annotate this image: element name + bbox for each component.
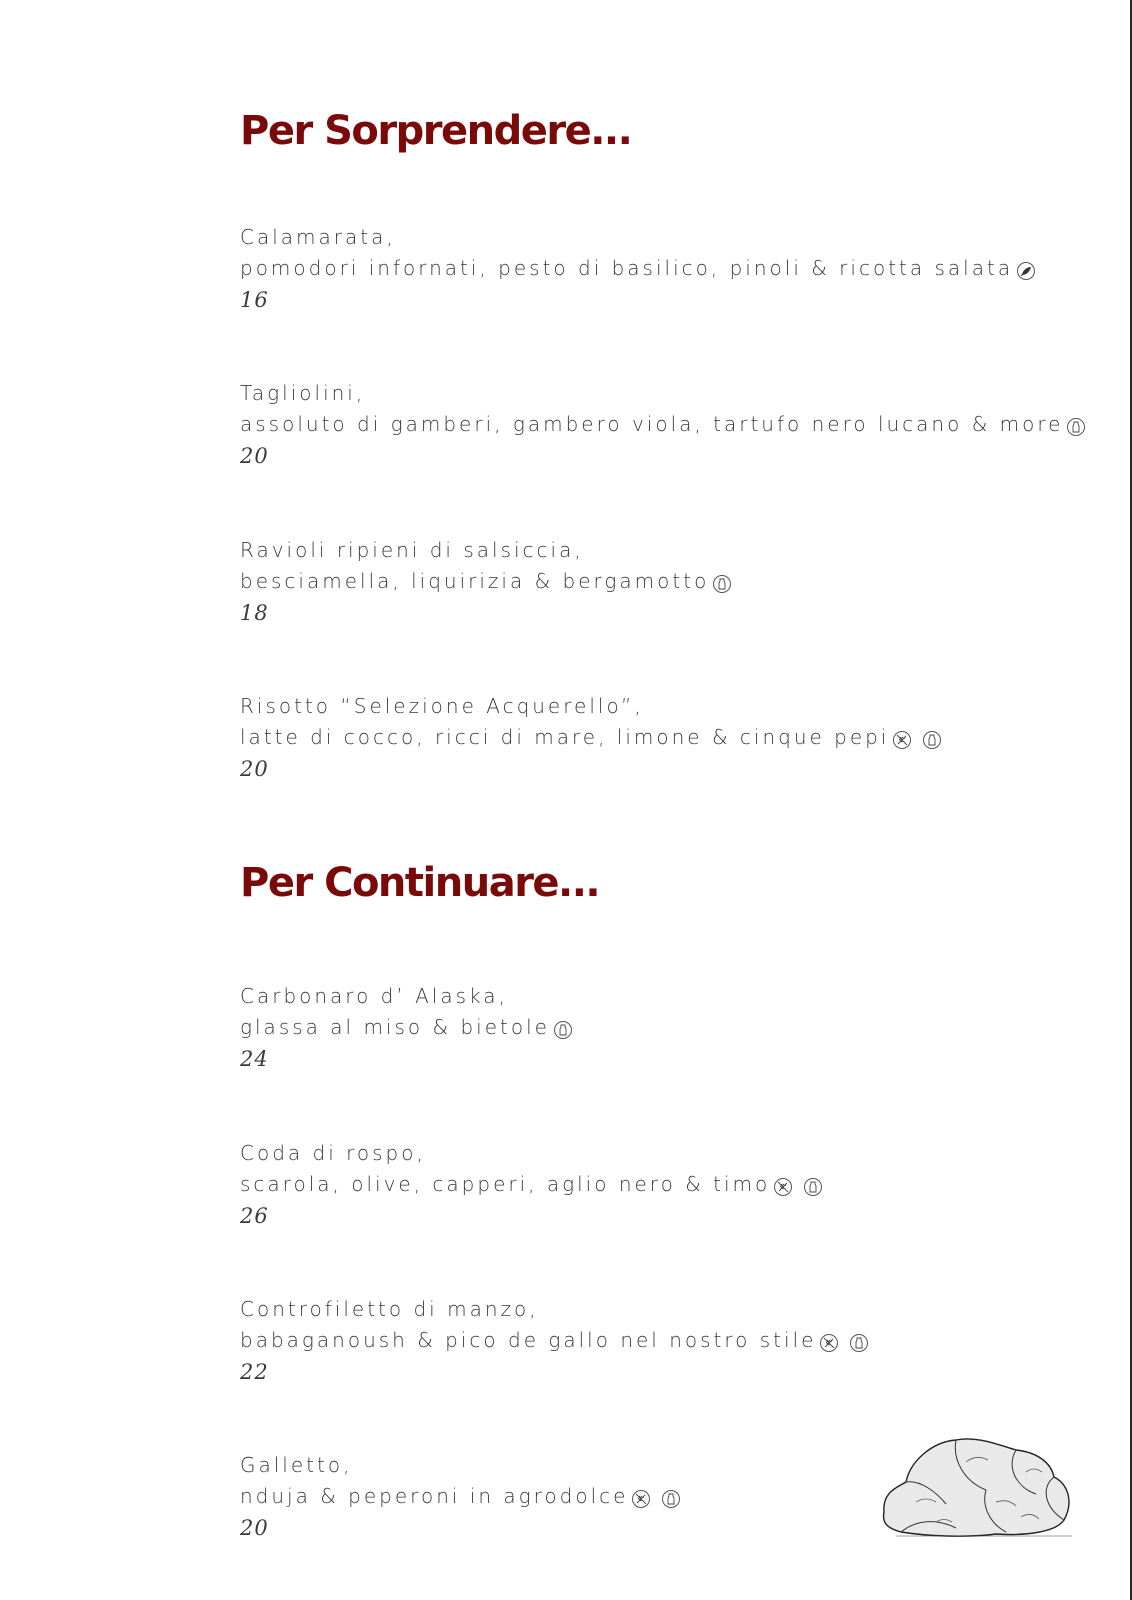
dish-description: scarola, olive, capperi, aglio nero & timo (240, 1172, 771, 1196)
dish-item (240, 378, 1085, 471)
dish-name: Calamarata, (240, 225, 396, 249)
dish-name: Risotto “Selezione Acquerello”, (240, 694, 644, 718)
dish-item (240, 1138, 822, 1231)
milk-icon (662, 1490, 680, 1508)
milk-icon (923, 731, 941, 749)
diet-icons (711, 567, 731, 598)
milk-icon (1067, 418, 1085, 436)
milk-icon (713, 575, 731, 593)
dish-price: 22 (240, 1360, 269, 1384)
dish-name: Tagliolini, (240, 381, 366, 405)
dish-item (240, 981, 572, 1074)
gluten-free-icon (774, 1178, 792, 1196)
milk-icon (554, 1021, 572, 1039)
dish-price: 26 (240, 1204, 269, 1228)
stone-sketch-illustration (876, 1432, 1076, 1542)
gluten-free-icon (820, 1334, 838, 1352)
dish-price: 18 (240, 601, 269, 625)
dish-price: 20 (240, 444, 269, 468)
dish-description: glassa al miso & bietole (240, 1015, 550, 1039)
dish-item (240, 691, 941, 784)
diet-icons (818, 1326, 867, 1357)
dish-name: Ravioli ripieni di salsiccia, (240, 538, 584, 562)
dish-name: Coda di rospo, (240, 1141, 426, 1165)
dish-price: 24 (240, 1047, 269, 1071)
leaf-icon (1017, 262, 1035, 280)
dish-description: latte di cocco, ricci di mare, limone & cinque pepi (240, 725, 890, 749)
dish-item (240, 535, 731, 628)
dish-price: 20 (240, 1516, 269, 1540)
dish-description: nduja & peperoni in agrodolce (240, 1484, 629, 1508)
dish-description: pomodori infornati, pesto di basilico, pinoli & ricotta salata (240, 256, 1014, 280)
dish-name: Carbonaro d’ Alaska, (240, 984, 508, 1008)
diet-icons (1015, 254, 1035, 285)
milk-icon (804, 1178, 822, 1196)
dish-price: 20 (240, 757, 269, 781)
diet-icons (891, 723, 940, 754)
milk-icon (850, 1334, 868, 1352)
gluten-free-icon (632, 1490, 650, 1508)
diet-icons (772, 1170, 821, 1201)
dish-item (240, 1450, 680, 1543)
dish-description: besciamella, liquirizia & bergamotto (240, 569, 710, 593)
diet-icons (1065, 410, 1085, 441)
section-title-continuare: Per Continuare... (240, 860, 600, 906)
dish-price: 16 (240, 288, 269, 312)
dish-item (240, 1294, 868, 1387)
dish-description: babaganoush & pico de gallo nel nostro stile (240, 1328, 817, 1352)
dish-item (240, 222, 1035, 315)
section-title-sorprendere: Per Sorprendere... (240, 108, 632, 154)
diet-icons (552, 1013, 572, 1044)
gluten-free-icon (893, 731, 911, 749)
dish-name: Galletto, (240, 1453, 353, 1477)
dish-description: assoluto di gamberi, gambero viola, tartufo nero lucano & more (240, 412, 1064, 436)
dish-name: Controfiletto di manzo, (240, 1297, 539, 1321)
diet-icons (630, 1482, 679, 1513)
